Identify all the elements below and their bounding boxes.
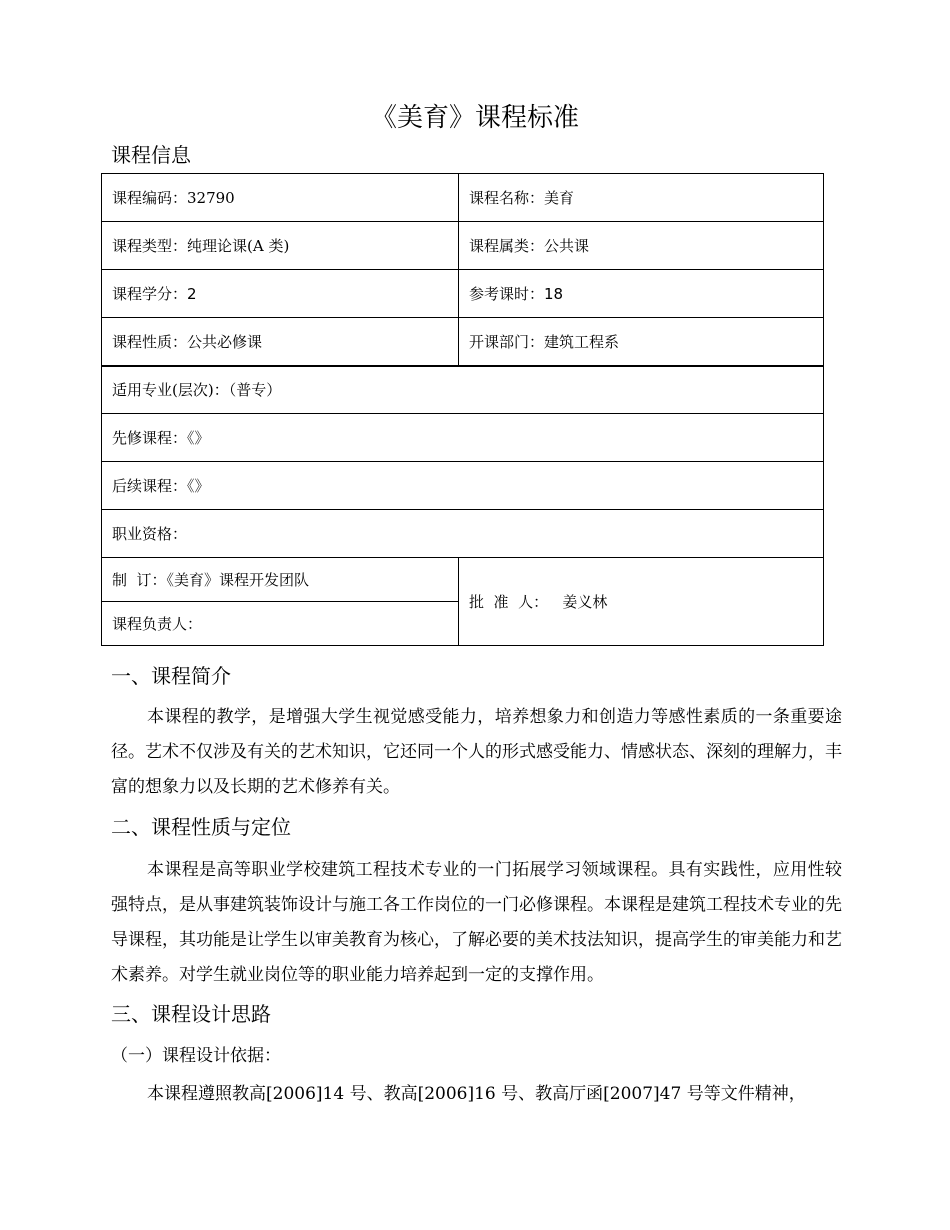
course-code-cell: 课程编码：32790 [102, 174, 459, 222]
document-title: 《美育》课程标准 [370, 103, 579, 133]
credit-label: 课程学分： [112, 285, 188, 303]
course-nature-cell: 课程性质：公共必修课 [102, 318, 459, 366]
major-cell: 适用专业(层次)：（普专） [102, 366, 824, 414]
course-name-cell: 课程名称：美育 [459, 174, 824, 222]
prepared-by-cell: 制 订：《美育》课程开发团队 [102, 558, 459, 602]
follow-up-cell: 后续课程：《》 [102, 462, 824, 510]
course-hours-cell [459, 270, 824, 318]
section-2-heading: 二、课程性质与定位 [111, 815, 291, 839]
section-3-heading: 三、课程设计思路 [111, 1002, 271, 1026]
hours-label: 参考课时： [469, 285, 545, 303]
section-1-heading: 一、课程简介 [111, 664, 231, 688]
section-2-text: 本课程是高等职业学校建筑工程技术专业的一门拓展学习领域课程。具有实践性，应用性较强特点，是从事建筑装饰设计与施工各工作岗位的一门必修课程。本课程是建筑工程技术专业的先导课程，其功能是让学生以审美教育为核心，了解必要的美术技法知识，提高学生的审美能力和艺术素养。对学生就业岗位等的职业能力培养起到一定的支撑作用。 [111, 860, 842, 985]
prerequisite-cell: 先修课程：《》 [102, 414, 824, 462]
department-cell: 开课部门：建筑工程系 [459, 318, 824, 366]
hours-value: 18 [544, 285, 564, 303]
course-info-label: 课程信息 [111, 143, 191, 167]
course-category-cell: 课程属类：公共课 [459, 222, 824, 270]
approver-cell: 批 准 人： 姜义林 [459, 558, 824, 646]
section-3-text: 本课程遵照教高[2006]14 号、教高[2006]16 号、教高厅函[2007]47 号等文件精神， [147, 1084, 806, 1104]
section-1-text: 本课程的教学，是增强大学生视觉感受能力，培养想象力和创造力等感性素质的一条重要途径。艺术不仅涉及有关的艺术知识，它还同一个人的形式感受能力、情感状态、深刻的理解力，丰富的想象力以及长期的艺术修养有关。 [111, 707, 842, 797]
course-info-table [101, 173, 824, 646]
course-type-cell: 课程类型：纯理论课(A 类) [102, 222, 459, 270]
credit-value: 2 [187, 285, 197, 303]
course-credit-cell [102, 270, 459, 318]
qualification-cell: 职业资格： [102, 510, 824, 558]
section-3-subheading: （一）课程设计依据： [111, 1046, 281, 1066]
responsible-cell: 课程负责人： [102, 602, 459, 646]
